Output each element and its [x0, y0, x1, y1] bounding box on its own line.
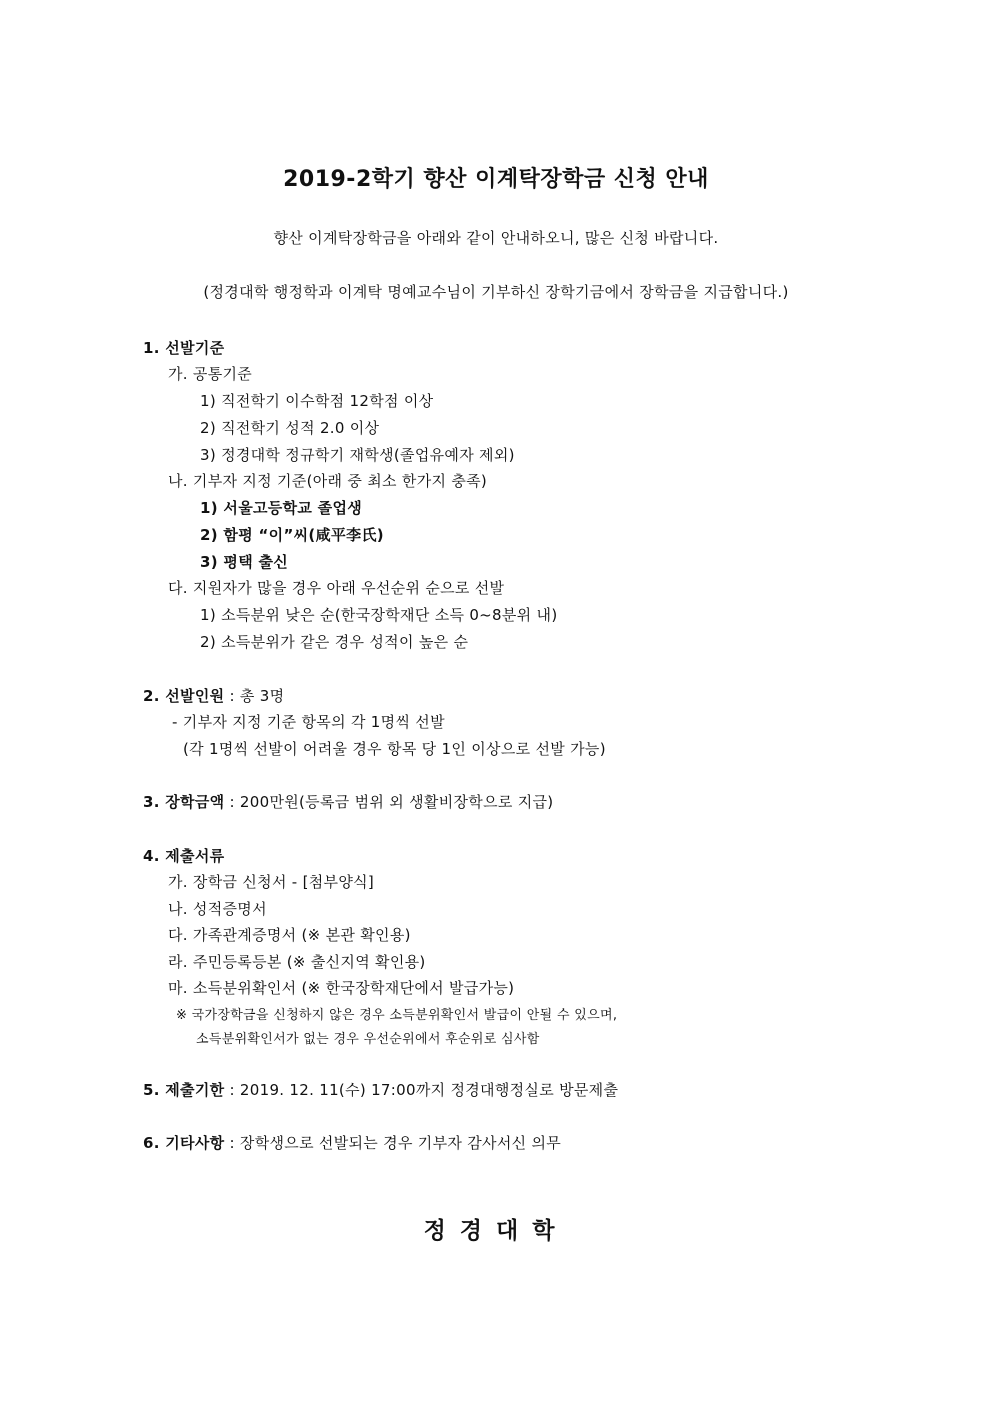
s1-donor-item: 1) 서울고등학교 졸업생 — [200, 499, 363, 517]
section-2-heading: 2. 선발인원 — [143, 687, 225, 705]
s4-document-item: 가. 장학금 신청서 - [첨부양식] — [168, 873, 375, 891]
s1-common-criteria: 가. 공통기준 — [168, 365, 253, 383]
s4-document-item: 라. 주민등록등본 (※ 출신지역 확인용) — [168, 953, 426, 971]
s1-donor-item: 3) 평택 출신 — [200, 553, 289, 571]
section-4-heading: 4. 제출서류 — [143, 847, 225, 865]
intro-text: 향산 이계탁장학금을 아래와 같이 안내하오니, 많은 신청 바랍니다. — [273, 229, 719, 247]
s1-criteria-item: 1) 직전학기 이수학점 12학점 이상 — [200, 392, 434, 410]
college-signature: 정경대학 — [423, 1218, 569, 1244]
s1-criteria-item: 3) 정경대학 정규학기 재학생(졸업유예자 제외) — [200, 446, 515, 464]
s4-note-line: 소득분위확인서가 없는 경우 우선순위에서 후순위로 심사함 — [196, 1032, 540, 1047]
section-2-value: : 총 3명 — [224, 687, 285, 705]
section-5-line — [143, 1080, 618, 1100]
section-5-heading: 5. 제출기한 — [143, 1081, 225, 1099]
section-6-line — [143, 1133, 561, 1153]
s4-document-item: 마. 소득분위확인서 (※ 한국장학재단에서 발급가능) — [168, 979, 515, 997]
section-5-value: : 2019. 12. 11(수) 17:00까지 정경대행정실로 방문제출 — [224, 1081, 619, 1099]
s1-donor-criteria: 나. 기부자 지정 기준(아래 중 최소 한가지 충족) — [168, 472, 488, 490]
s1-priority-criteria: 다. 지원자가 많을 경우 아래 우선순위 순으로 선발 — [168, 579, 505, 597]
section-3-line — [143, 792, 553, 812]
section-3-value: : 200만원(등록금 범위 외 생활비장학으로 지급) — [224, 793, 554, 811]
section-2-line — [143, 686, 284, 706]
s2-detail: - 기부자 지정 기준 항목의 각 1명씩 선발 — [172, 713, 445, 731]
section-3-heading: 3. 장학금액 — [143, 793, 225, 811]
section-1-heading: 1. 선발기준 — [143, 339, 225, 357]
section-6-value: : 장학생으로 선발되는 경우 기부자 감사서신 의무 — [224, 1134, 562, 1152]
page-title: 2019-2학기 향산 이계탁장학금 신청 안내 — [283, 167, 709, 192]
s1-donor-item: 2) 함평 “이”씨(咸平李氏) — [200, 526, 384, 544]
s4-note-line: ※ 국가장학금을 신청하지 않은 경우 소득분위확인서 발급이 안될 수 있으며, — [176, 1008, 618, 1023]
s1-criteria-item: 2) 직전학기 성적 2.0 이상 — [200, 419, 380, 437]
fund-note: (정경대학 행정학과 이계탁 명예교수님이 기부하신 장학기금에서 장학금을 지급합니다.) — [203, 283, 789, 301]
s4-document-item: 나. 성적증명서 — [168, 900, 267, 918]
s4-document-item: 다. 가족관계증명서 (※ 본관 확인용) — [168, 926, 411, 944]
s1-priority-item: 2) 소득분위가 같은 경우 성적이 높은 순 — [200, 633, 469, 651]
s1-priority-item: 1) 소득분위 낮은 순(한국장학재단 소득 0~8분위 내) — [200, 606, 558, 624]
s2-detail-note: (각 1명씩 선발이 어려울 경우 항목 당 1인 이상으로 선발 가능) — [183, 740, 606, 758]
section-6-heading: 6. 기타사항 — [143, 1134, 225, 1152]
